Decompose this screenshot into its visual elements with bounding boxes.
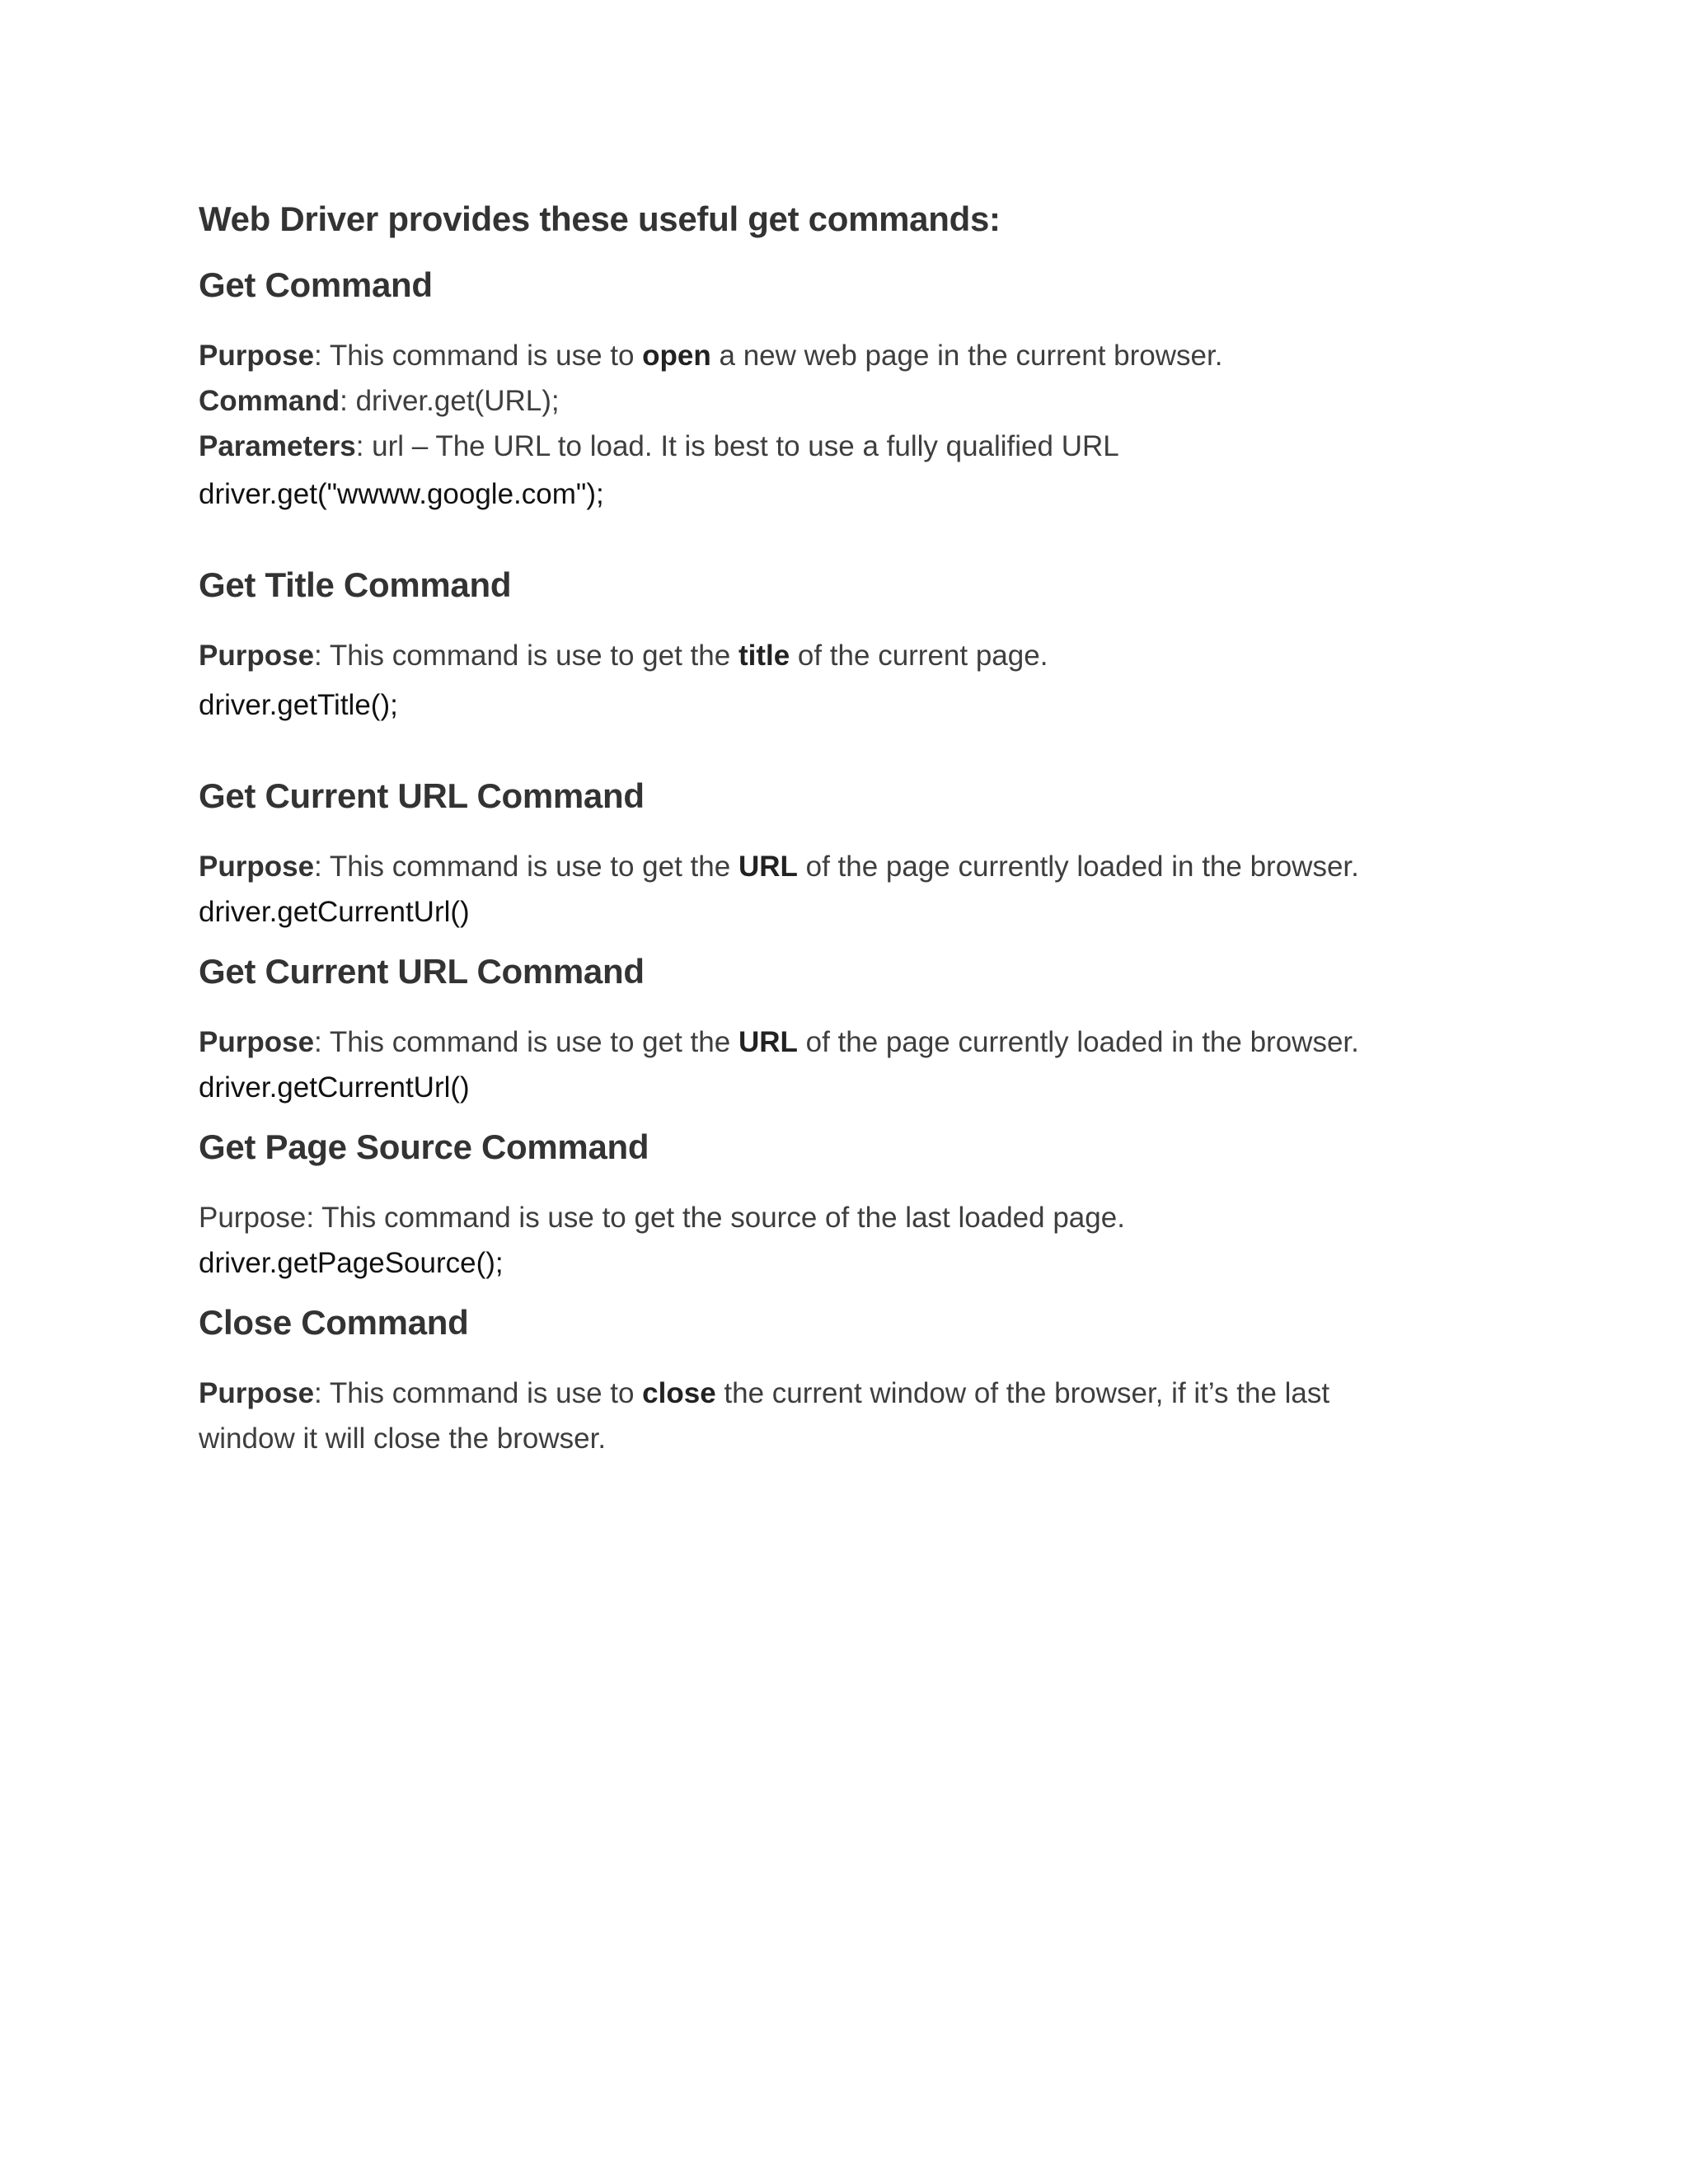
purpose-text-end: the current window of the browser, if it’s the last bbox=[715, 1377, 1330, 1409]
purpose-text-end: a new web page in the current browser. bbox=[710, 340, 1223, 372]
purpose-text: : This command is use to get the bbox=[314, 640, 738, 672]
heading-get-current-url-command: Get Current URL Command bbox=[199, 776, 645, 815]
close-command-purpose-continued: window it will close the browser. bbox=[199, 1422, 607, 1455]
purpose-emphasis: open bbox=[642, 340, 711, 372]
purpose-label: Purpose bbox=[199, 1377, 315, 1409]
get-current-url-purpose bbox=[199, 851, 1359, 883]
close-command-purpose bbox=[199, 1377, 1329, 1410]
purpose-label: Purpose bbox=[199, 1026, 315, 1058]
heading-get-title-command: Get Title Command bbox=[199, 565, 512, 604]
get-command-syntax bbox=[199, 385, 560, 418]
parameters-label: Parameters bbox=[199, 430, 356, 462]
purpose-text: : This command is use to get the bbox=[314, 1026, 738, 1058]
get-current-url-code: driver.getCurrentUrl() bbox=[199, 1071, 470, 1104]
purpose-emphasis: URL bbox=[738, 851, 798, 883]
command-text: : driver.get(URL); bbox=[340, 385, 560, 417]
purpose-emphasis: title bbox=[738, 640, 790, 672]
get-command-purpose bbox=[199, 340, 1222, 373]
get-page-source-purpose: Purpose: This command is use to get the source of the last loaded page. bbox=[199, 1202, 1125, 1234]
get-current-url-purpose bbox=[199, 1026, 1359, 1059]
get-title-purpose bbox=[199, 640, 1048, 673]
get-command-parameters bbox=[199, 430, 1119, 463]
purpose-label: Purpose bbox=[199, 640, 315, 672]
purpose-emphasis: close bbox=[642, 1377, 716, 1409]
get-current-url-code: driver.getCurrentUrl() bbox=[199, 896, 470, 928]
heading-get-current-url-command: Get Current URL Command bbox=[199, 952, 645, 991]
get-page-source-code: driver.getPageSource(); bbox=[199, 1247, 504, 1279]
purpose-text-end: of the current page. bbox=[790, 640, 1048, 672]
get-command-code: driver.get("wwww.google.com"); bbox=[199, 478, 604, 510]
heading-close-command: Close Command bbox=[199, 1303, 469, 1342]
purpose-text: : This command is use to bbox=[314, 1377, 643, 1409]
purpose-emphasis: URL bbox=[738, 1026, 798, 1058]
command-label: Command bbox=[199, 385, 340, 417]
get-title-code: driver.getTitle(); bbox=[199, 689, 398, 721]
purpose-label: Purpose bbox=[199, 851, 315, 883]
heading-get-command: Get Command bbox=[199, 265, 433, 304]
document-title: Web Driver provides these useful get commands: bbox=[199, 199, 1001, 238]
purpose-label: Purpose bbox=[199, 340, 315, 372]
purpose-text: : This command is use to bbox=[314, 340, 643, 372]
parameters-text: : url – The URL to load. It is best to use a fully qualified URL bbox=[355, 430, 1119, 462]
heading-get-page-source-command: Get Page Source Command bbox=[199, 1127, 649, 1166]
purpose-text-end: of the page currently loaded in the browser. bbox=[797, 851, 1359, 883]
purpose-text: : This command is use to get the bbox=[314, 851, 738, 883]
purpose-text-end: of the page currently loaded in the browser. bbox=[797, 1026, 1359, 1058]
